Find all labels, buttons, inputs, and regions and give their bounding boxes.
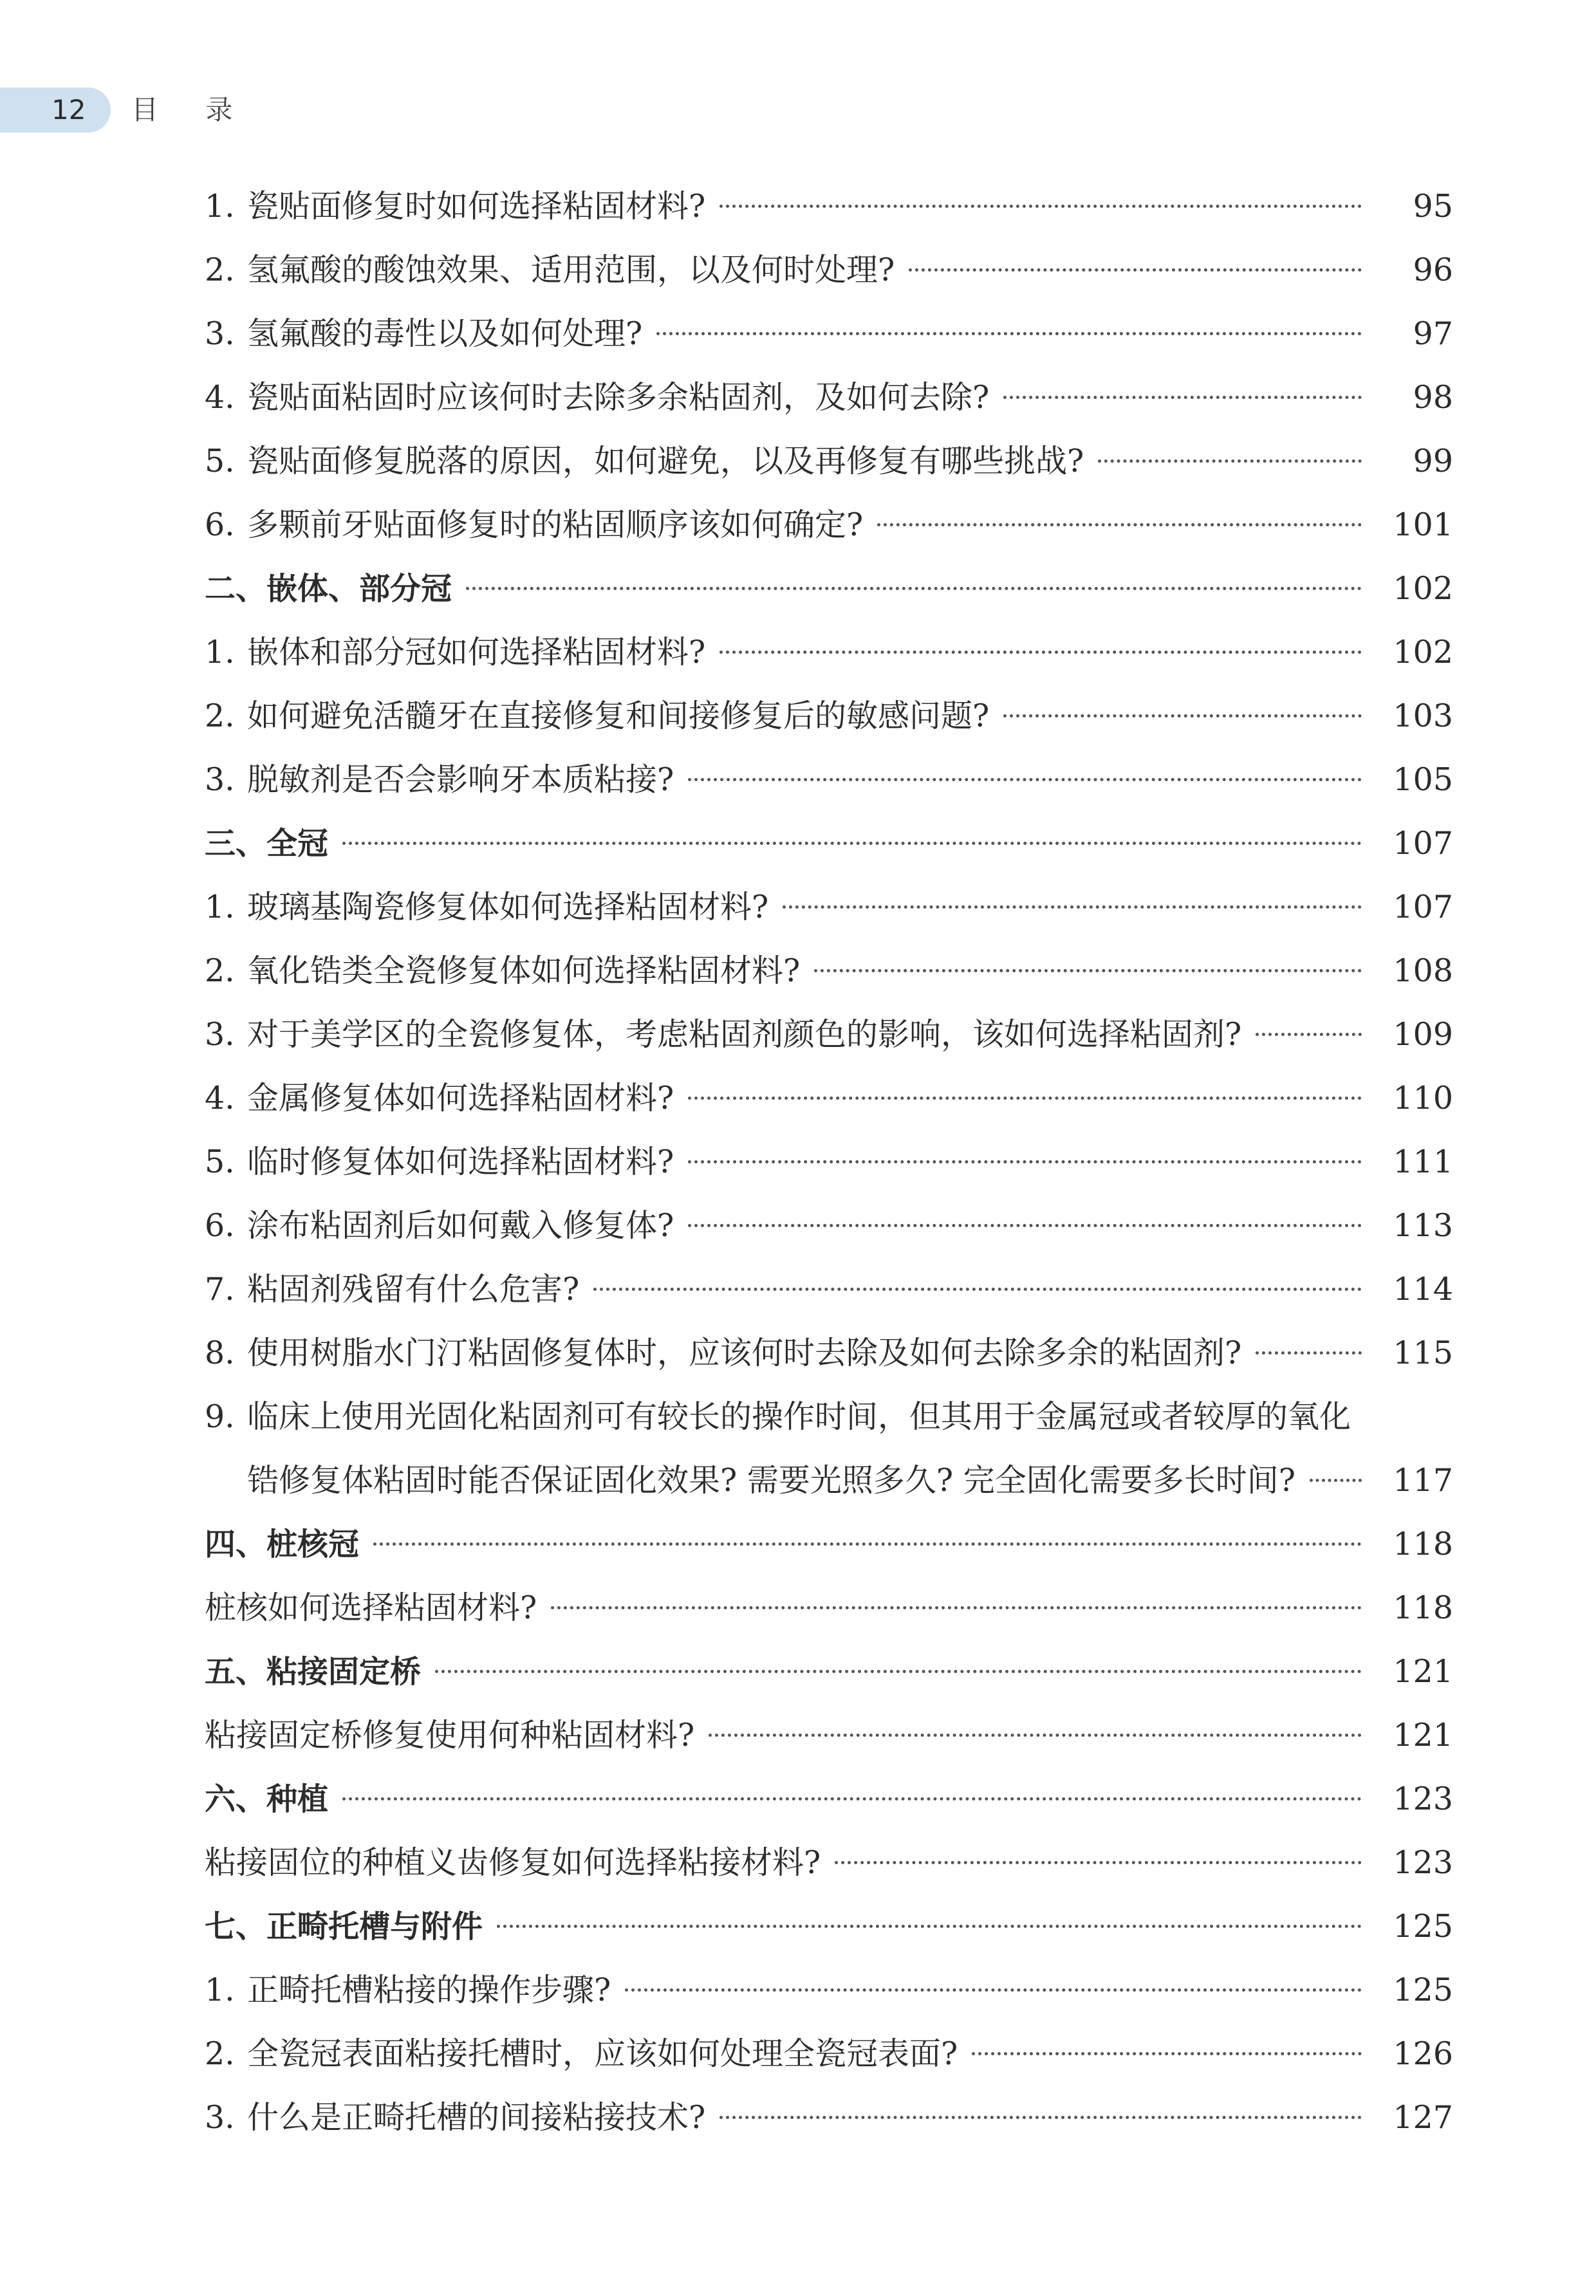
dot-leader: [625, 1988, 1362, 1992]
toc-entry: [205, 248, 1453, 311]
toc-page-number: 107: [1393, 889, 1453, 925]
toc-entry-title: 瓷贴面修复时如何选择粘固材料?: [247, 188, 706, 225]
toc-entry-number: 6.: [205, 506, 235, 543]
toc-entry-title: 多颗前牙贴面修复时的粘固顺序该如何确定?: [247, 506, 864, 543]
toc-entry-title: 粘接固定桥修复使用何种粘固材料?: [205, 1717, 695, 1754]
toc-entry-number: 4.: [205, 379, 235, 416]
toc-page-number: 126: [1393, 2035, 1453, 2072]
toc-entry-number: 1.: [205, 634, 235, 671]
toc-entry-title: 桩核如何选择粘固材料?: [205, 1589, 537, 1626]
toc-entry-title: 粘固剂残留有什么危害?: [247, 1271, 580, 1308]
toc-entry: [205, 1840, 1453, 1904]
toc-entry-number: 2.: [205, 952, 235, 989]
toc-entry: [205, 503, 1453, 566]
dot-leader: [783, 905, 1362, 909]
dot-leader: [1003, 714, 1362, 718]
dot-leader: [877, 523, 1362, 526]
toc-entry-title: 全瓷冠表面粘接托槽时，应该如何处理全瓷冠表面?: [247, 2035, 958, 2072]
dot-leader: [688, 1224, 1362, 1227]
dot-leader: [688, 778, 1362, 781]
toc-entry-number: 6.: [205, 1207, 235, 1244]
toc-entry: [205, 375, 1453, 439]
toc-entry-number: 7.: [205, 1271, 235, 1308]
toc-entry-title: 氢氟酸的毒性以及如何处理?: [247, 315, 643, 352]
page-number: 12: [51, 94, 86, 125]
toc-entry-title-continued: 锆修复体粘固时能否保证固化效果? 需要光照多久? 完全固化需要多长时间?: [247, 1462, 1295, 1499]
toc-page-number: 121: [1393, 1717, 1453, 1754]
toc-section-title: 二、嵌体、部分冠: [205, 571, 452, 607]
toc-entry: [205, 2032, 1453, 2095]
toc-page-number: 115: [1393, 1335, 1453, 1371]
toc-page-number: 101: [1393, 506, 1453, 543]
toc-entry-title: 粘接固位的种植义齿修复如何选择粘接材料?: [205, 1844, 821, 1881]
dot-leader: [814, 969, 1362, 972]
toc-page-number: 108: [1393, 952, 1453, 989]
dot-leader: [1098, 459, 1362, 463]
toc-entry-title: 氧化锆类全瓷修复体如何选择粘固材料?: [247, 952, 801, 989]
toc-section-title: 五、粘接固定桥: [205, 1654, 422, 1690]
toc-entry-number: 5.: [205, 443, 235, 479]
toc-page-number: 111: [1393, 1143, 1453, 1180]
toc-page-number: 96: [1413, 252, 1453, 288]
toc-entry-number: 4.: [205, 1080, 235, 1116]
toc-entry-title: 氢氟酸的酸蚀效果、适用范围，以及何时处理?: [247, 252, 895, 288]
table-of-contents: [205, 184, 1453, 2159]
dot-leader: [719, 205, 1362, 208]
toc-page-number: 95: [1413, 188, 1453, 225]
toc-entry-title: 使用树脂水门汀粘固修复体时，应该何时去除及如何去除多余的粘固剂?: [247, 1335, 1242, 1371]
dot-leader: [1310, 1479, 1362, 1482]
toc-entry: [205, 1713, 1453, 1777]
page-header: [0, 88, 386, 133]
dot-leader: [497, 1925, 1362, 1928]
toc-page-number: 99: [1413, 443, 1453, 479]
toc-entry: [205, 184, 1453, 248]
dot-leader: [719, 2116, 1362, 2119]
toc-entry-title: 瓷贴面修复脱落的原因，如何避免，以及再修复有哪些挑战?: [247, 443, 1084, 479]
toc-section-title: 六、种植: [205, 1781, 329, 1817]
dot-leader: [435, 1670, 1362, 1673]
toc-section-heading: [205, 821, 1453, 885]
toc-page-number: 125: [1393, 1972, 1453, 2008]
toc-page-number: 118: [1393, 1526, 1453, 1562]
toc-page-number: 102: [1393, 634, 1453, 671]
toc-entry-title: 玻璃基陶瓷修复体如何选择粘固材料?: [247, 889, 769, 925]
toc-entry: [205, 311, 1453, 375]
toc-entry: [205, 1968, 1453, 2032]
toc-page-number: 114: [1393, 1271, 1453, 1308]
toc-entry-number: 1.: [205, 1972, 235, 2008]
dot-leader: [373, 1542, 1362, 1546]
toc-entry-title: 临时修复体如何选择粘固材料?: [247, 1143, 674, 1180]
toc-entry-number: 8.: [205, 1335, 235, 1371]
toc-section-heading: [205, 1904, 1453, 1968]
toc-section-title: 七、正畸托槽与附件: [205, 1909, 483, 1945]
toc-entry: [205, 1140, 1453, 1203]
dot-leader: [688, 1097, 1362, 1100]
toc-page-number: 97: [1413, 315, 1453, 352]
dot-leader: [551, 1606, 1362, 1609]
toc-entry-title: 嵌体和部分冠如何选择粘固材料?: [247, 634, 706, 671]
toc-entry-number: 2.: [205, 2035, 235, 2072]
toc-entry-title: 什么是正畸托槽的间接粘接技术?: [247, 2099, 706, 2136]
dot-leader: [972, 2052, 1362, 2055]
toc-entry: [205, 1203, 1453, 1267]
dot-leader: [1256, 1033, 1362, 1036]
toc-entry: [205, 1586, 1453, 1649]
toc-section-heading: [205, 566, 1453, 630]
toc-entry-number: 5.: [205, 1143, 235, 1180]
toc-entry-title: 临床上使用光固化粘固剂可有较长的操作时间，但其用于金属冠或者较厚的氧化: [247, 1398, 1351, 1435]
toc-entry-number: 3.: [205, 761, 235, 798]
toc-entry: [205, 885, 1453, 949]
toc-section-title: 三、全冠: [205, 826, 329, 862]
toc-entry: [205, 2095, 1453, 2159]
dot-leader: [688, 1160, 1362, 1163]
toc-entry-title: 对于美学区的全瓷修复体，考虑粘固剂颜色的影响，该如何选择粘固剂?: [247, 1016, 1242, 1053]
toc-page-number: 125: [1393, 1908, 1453, 1945]
toc-entry: [205, 439, 1453, 503]
dot-leader: [656, 332, 1362, 335]
toc-page-number: 117: [1393, 1462, 1453, 1499]
dot-leader: [342, 1797, 1362, 1801]
toc-entry: [205, 1012, 1453, 1076]
dot-leader: [835, 1861, 1362, 1864]
toc-page-number: 109: [1393, 1016, 1453, 1053]
toc-section-heading: [205, 1777, 1453, 1840]
toc-page-number: 113: [1393, 1207, 1453, 1244]
toc-entry-number: 9.: [205, 1398, 235, 1435]
dot-leader: [709, 1734, 1362, 1737]
toc-section-heading: [205, 1522, 1453, 1586]
toc-entry: [205, 630, 1453, 694]
dot-leader: [909, 268, 1362, 272]
toc-entry-number: 3.: [205, 2099, 235, 2136]
toc-section-heading: [205, 1649, 1453, 1713]
toc-entry-number: 1.: [205, 188, 235, 225]
toc-entry: [205, 1331, 1453, 1394]
dot-leader: [342, 842, 1362, 845]
toc-page-number: 107: [1393, 825, 1453, 862]
toc-entry-number: 2.: [205, 252, 235, 288]
toc-entry-title: 正畸托槽粘接的操作步骤?: [247, 1972, 611, 2008]
toc-page-number: 123: [1393, 1781, 1453, 1817]
toc-page-number: 105: [1393, 761, 1453, 798]
dot-leader: [466, 587, 1362, 590]
toc-entry-title: 金属修复体如何选择粘固材料?: [247, 1080, 674, 1116]
toc-page-number: 98: [1413, 379, 1453, 416]
dot-leader: [593, 1288, 1362, 1291]
toc-page-number: 110: [1393, 1080, 1453, 1116]
toc-entry-title: 瓷贴面粘固时应该何时去除多余粘固剂，及如何去除?: [247, 379, 990, 416]
toc-entry: [205, 757, 1453, 821]
dot-leader: [1256, 1351, 1362, 1355]
toc-entry-title: 涂布粘固剂后如何戴入修复体?: [247, 1207, 674, 1244]
toc-page-number: 102: [1393, 570, 1453, 607]
toc-section-title: 四、桩核冠: [205, 1526, 360, 1562]
toc-page-number: 103: [1393, 698, 1453, 734]
toc-entry-title: 如何避免活髓牙在直接修复和间接修复后的敏感问题?: [247, 698, 990, 734]
toc-entry: [205, 949, 1453, 1012]
toc-entry-number: 3.: [205, 1016, 235, 1053]
toc-page-number: 118: [1393, 1589, 1453, 1626]
toc-entry-title: 脱敏剂是否会影响牙本质粘接?: [247, 761, 674, 798]
toc-page-number: 123: [1393, 1844, 1453, 1881]
toc-entry-number: 3.: [205, 315, 235, 352]
toc-entry-number: 2.: [205, 698, 235, 734]
header-title: 目 录: [131, 94, 252, 125]
toc-entry: [205, 1267, 1453, 1331]
toc-entry-number: 1.: [205, 889, 235, 925]
toc-entry: [205, 694, 1453, 757]
dot-leader: [719, 651, 1362, 654]
dot-leader: [1003, 396, 1362, 399]
toc-page-number: 127: [1393, 2099, 1453, 2136]
toc-entry: [205, 1394, 1453, 1522]
toc-entry: [205, 1076, 1453, 1140]
toc-page-number: 121: [1393, 1653, 1453, 1690]
